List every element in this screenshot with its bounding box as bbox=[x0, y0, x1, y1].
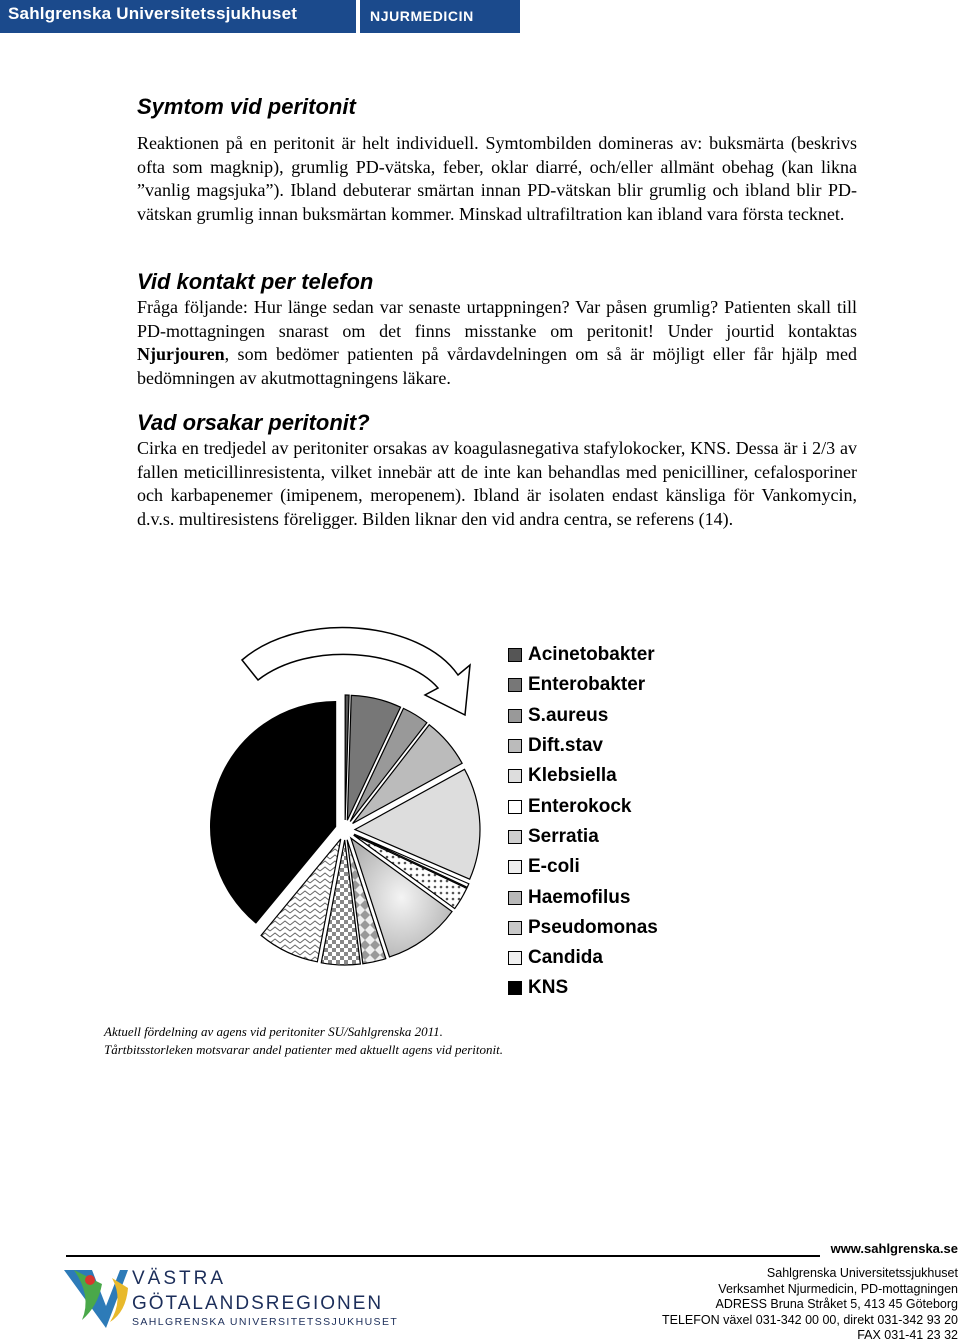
footer-line-phone: TELEFON växel 031-342 00 00, direkt 031-342 93 20 bbox=[661, 1312, 958, 1327]
legend-label: Klebsiella bbox=[528, 765, 617, 787]
heading-telefon: Vid kontakt per telefon bbox=[137, 269, 374, 294]
legend-item bbox=[508, 822, 658, 852]
legend-label: Serratia bbox=[528, 825, 599, 847]
legend-swatch bbox=[508, 769, 522, 783]
legend-label: Pseudomonas bbox=[528, 916, 658, 938]
department-name: NJURMEDICIN bbox=[370, 8, 474, 24]
legend-item bbox=[508, 882, 658, 912]
footer-contact bbox=[662, 1266, 958, 1343]
legend-swatch bbox=[508, 800, 522, 814]
legend-swatch bbox=[508, 830, 522, 844]
legend-label: Enterobakter bbox=[528, 674, 646, 696]
text-njurjouren: Njurjouren bbox=[137, 344, 225, 364]
pie-chart bbox=[180, 620, 500, 990]
legend-swatch bbox=[508, 739, 522, 753]
footer-rule bbox=[66, 1255, 820, 1257]
header-bar bbox=[0, 0, 520, 33]
footer-line-address: ADRESS Bruna Stråket 5, 413 45 Göteborg bbox=[715, 1297, 958, 1311]
legend-item bbox=[508, 973, 658, 1003]
header-divider bbox=[356, 0, 360, 33]
caption-line-2: Tårtbitsstorleken motsvarar andel patienter med aktuellt agens vid peritonit. bbox=[104, 1042, 503, 1057]
chart-legend bbox=[508, 640, 658, 1004]
vgr-logo-line-1: VÄSTRA bbox=[132, 1268, 227, 1289]
legend-swatch bbox=[508, 709, 522, 723]
heading-symtom: Symtom vid peritonit bbox=[137, 94, 356, 119]
legend-label: Enterokock bbox=[528, 795, 632, 817]
vgr-logo-line-2: GÖTALANDSREGIONEN bbox=[132, 1293, 384, 1314]
footer-website[interactable]: www.sahlgrenska.se bbox=[830, 1241, 958, 1256]
legend-swatch bbox=[508, 678, 522, 692]
legend-swatch bbox=[508, 648, 522, 662]
chart-caption bbox=[104, 1023, 503, 1059]
legend-swatch bbox=[508, 860, 522, 874]
text-telefon-before: Fråga följande: Hur länge sedan var senaste urtappningen? Var påsen grumlig? Patienten skall till PD-mottagningen snarast om det finns misstanke om peritonit! Under jourtid kontaktas bbox=[137, 297, 857, 341]
legend-item bbox=[508, 640, 658, 670]
legend-swatch bbox=[508, 951, 522, 965]
legend-item bbox=[508, 731, 658, 761]
legend-label: S.aureus bbox=[528, 704, 609, 726]
legend-label: KNS bbox=[528, 977, 569, 999]
legend-item bbox=[508, 913, 658, 943]
legend-swatch bbox=[508, 981, 522, 995]
legend-item bbox=[508, 670, 658, 700]
legend-item bbox=[508, 852, 658, 882]
paragraph-orsak: Cirka en tredjedel av peritoniter orsakas av koagulasnegativa stafylokocker, KNS. Dessa är i 2/3 av fallen meticillinresistenta, vilket innebär att de inte kan behandlas med penicilliner, cefalosporiner och karbapenemer (imipenem, meropenem). Ibland är isolaten endast känsliga för Vankomycin, d.v.s. multiresistens föreligger. Bilden liknar den vid andra centra, se referens (14). bbox=[137, 438, 857, 529]
legend-swatch bbox=[508, 891, 522, 905]
heading-orsak: Vad orsakar peritonit? bbox=[137, 410, 370, 435]
legend-item bbox=[508, 701, 658, 731]
legend-swatch bbox=[508, 921, 522, 935]
paragraph-telefon bbox=[137, 296, 857, 390]
legend-label: Dift.stav bbox=[528, 735, 603, 757]
footer-line-fax: FAX 031-41 23 32 bbox=[857, 1328, 958, 1342]
legend-item bbox=[508, 761, 658, 791]
legend-label: E-coli bbox=[528, 856, 580, 878]
hospital-name: Sahlgrenska Universitetssjukhuset bbox=[8, 4, 298, 23]
text-telefon-after: , som bedömer patienten på vårdavdelningen om så är möjligt eller får hjälp med bedömningen av akutmottagningens läkare. bbox=[137, 344, 857, 388]
footer-line-hospital: Sahlgrenska Universitetssjukhuset bbox=[766, 1266, 958, 1280]
vgr-logo-line-3: SAHLGRENSKA UNIVERSITETSSJUKHUSET bbox=[132, 1316, 399, 1328]
legend-item bbox=[508, 943, 658, 973]
paragraph-symtom: Reaktionen på en peritonit är helt individuell. Symtombilden domineras av: buksmärta (beskrivs ofta som magknip), grumlig PD-vätska, feber, oklar diarré, och/eller allmänt obehag (kan likna ”vanlig magsjuka”). Ibland debuterar smärtan innan PD-vätskan blir grumlig och ibland blir PD-vätskan grumlig innan buksmärtan kommer. Minskad ultrafiltration kan ibland vara första tecknet. bbox=[137, 133, 857, 224]
caption-line-1: Aktuell fördelning av agens vid peritoniter SU/Sahlgrenska 2011. bbox=[104, 1024, 443, 1039]
legend-label: Candida bbox=[528, 947, 603, 969]
legend-item bbox=[508, 791, 658, 821]
legend-label: Haemofilus bbox=[528, 886, 631, 908]
pie-slices bbox=[211, 695, 480, 965]
footer-line-unit: Verksamhet Njurmedicin, PD-mottagningen bbox=[718, 1281, 958, 1296]
legend-label: Acinetobakter bbox=[528, 644, 655, 666]
